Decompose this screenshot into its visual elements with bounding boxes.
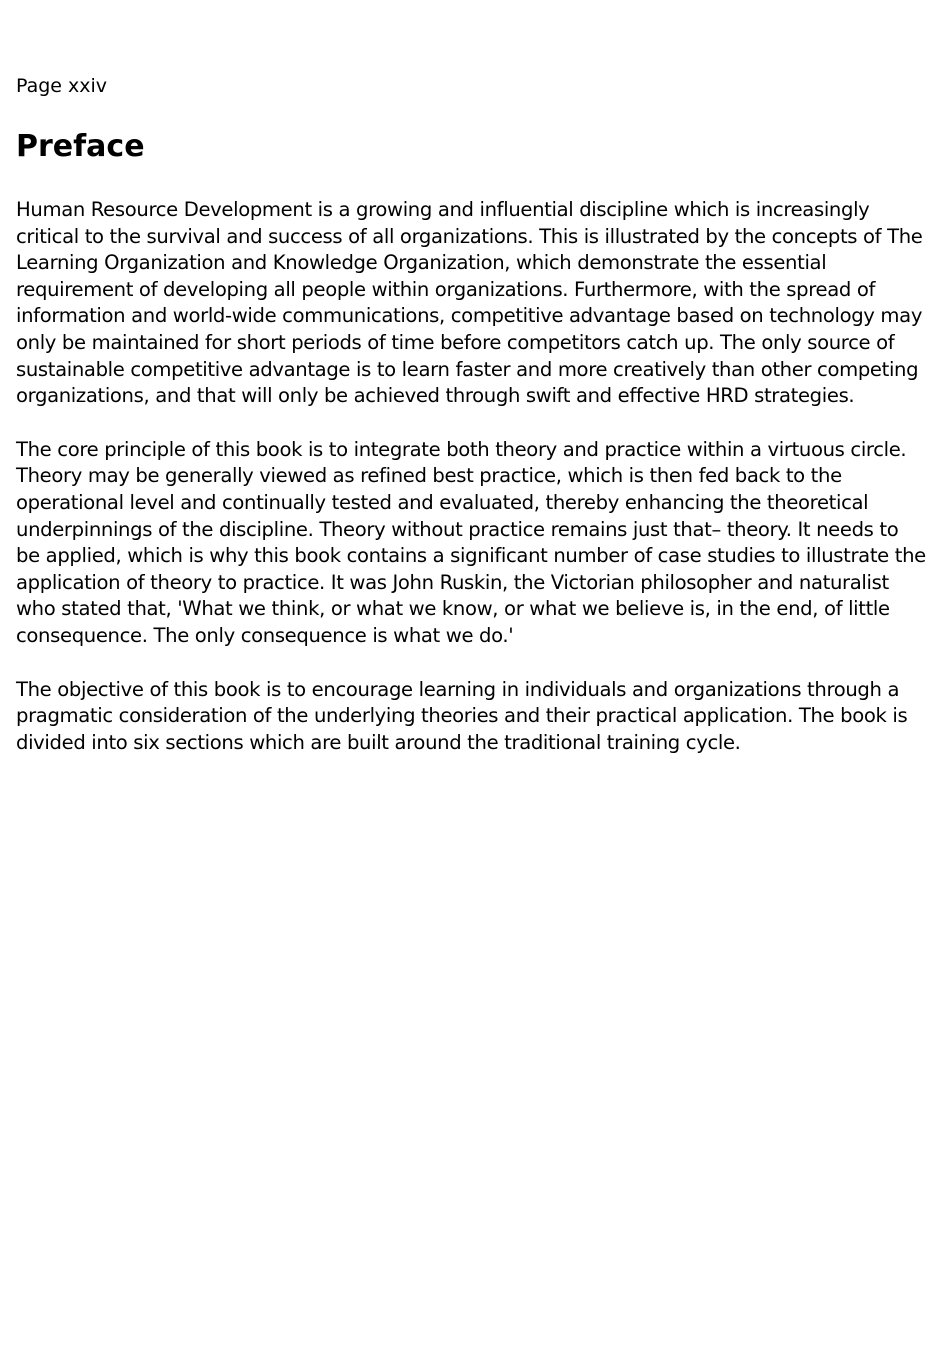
paragraph-1: Human Resource Development is a growing and influential discipline which is increasingly critical to the survival and success of all organizations. This is illustrated by the concepts of The Learning Organization and Knowledge Organization, which demonstrate the essential requirement of developing all people within organizations. Furthermore, with the spread of information and world-wide communications, competitive advantage based on technology may only be maintained for short periods of time before competitors catch up. The only source of sustainable competitive advantage is to learn faster and more creatively than other competing organizations, and that will only be achieved through swift and effective HRD strategies. bbox=[16, 198, 923, 408]
body-text bbox=[16, 197, 928, 783]
page-number: Page xxiv bbox=[16, 75, 108, 97]
paragraph-2: The core principle of this book is to integrate both theory and practice within a virtuous circle. Theory may be generally viewed as refined best practice, which is then fed back to the operational level and continually tested and evaluated, thereby enhancing the theoretical underpinnings of the discipline. Theory without practice remains just that– theory. It needs to be applied, which is why this book contains a significant number of case studies to illustrate the application of theory to practice. It was John Ruskin, the Victorian philosopher and naturalist who stated that, 'What we think, or what we know, or what we believe is, in the end, of little consequence. The only consequence is what we do.' bbox=[16, 437, 926, 647]
paragraph-3: The objective of this book is to encourage learning in individuals and organizations through a pragmatic consideration of the underlying theories and their practical application. The book is divided into six sections which are built around the traditional training cycle. bbox=[16, 677, 908, 754]
section-heading: Preface bbox=[16, 129, 145, 164]
